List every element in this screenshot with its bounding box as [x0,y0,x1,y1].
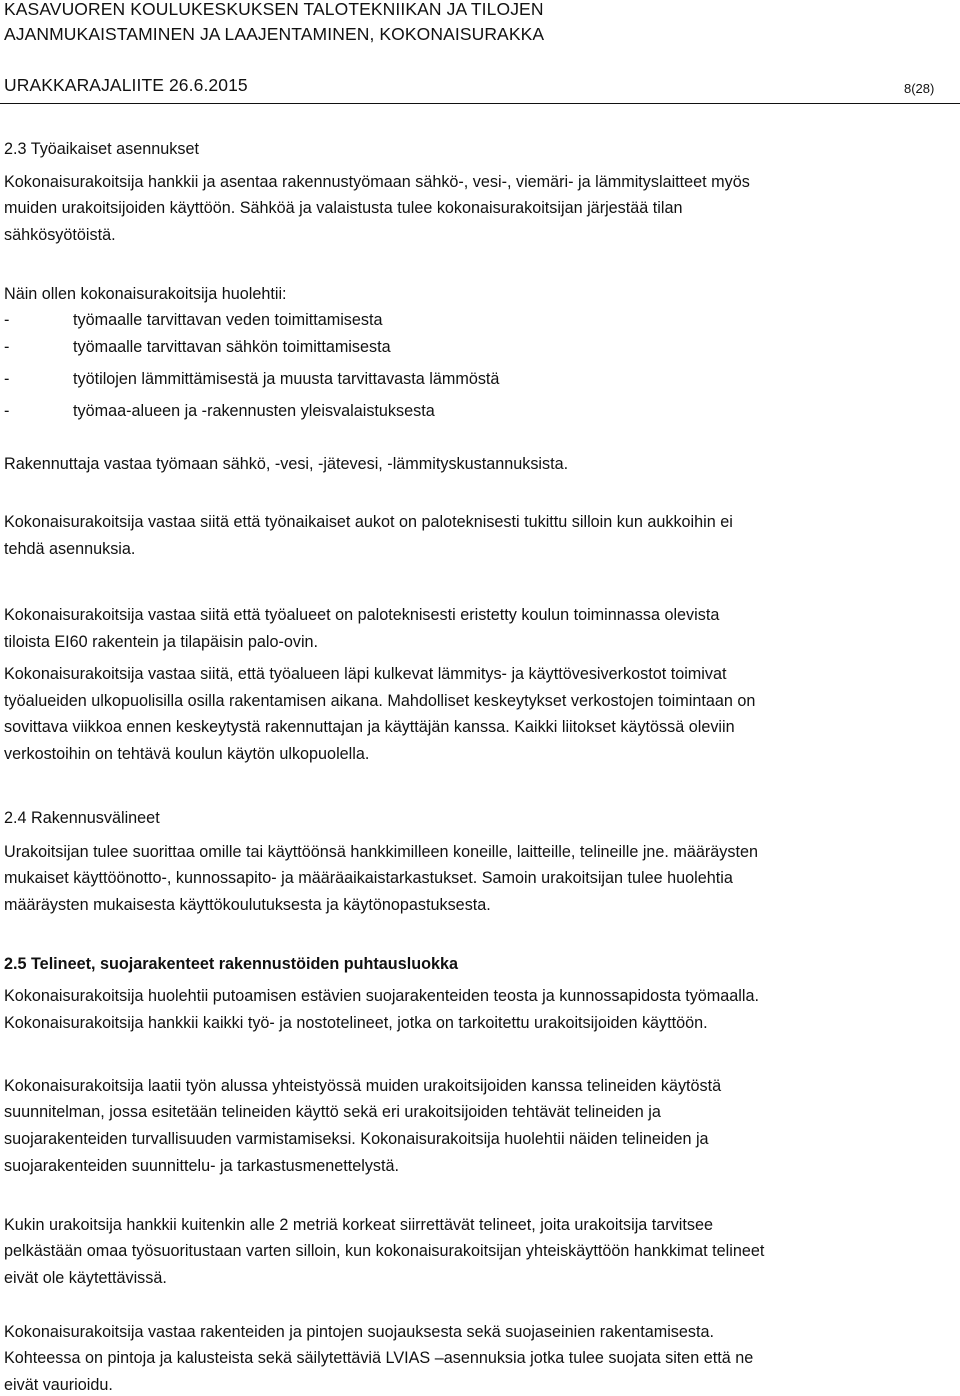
list-item [0,371,960,391]
paragraph-line: suojarakenteiden turvallisuuden varmistamiseksi. Kokonaisurakoitsija huolehtii näiden telineiden ja [4,1130,709,1148]
paragraph-line: Kohteessa on pintoja ja kalusteista sekä säilytettäviä LVIAS –asennuksia jotka tulee suojata siten että ne [4,1349,754,1367]
paragraph-line: Kokonaisurakoitsija huolehtii putoamisen estävien suojarakenteiden teosta ja kunnossapidosta työmaalla. [4,987,759,1005]
paragraph-line: mukaiset käyttöönotto-, kunnossapito- ja määräaikaistarkastukset. Samoin urakoitsijan tulee huolehtia [4,869,733,887]
list-item-text: työmaalle tarvittavan veden toimittamisesta [73,311,383,329]
header-divider [0,103,960,104]
list-dash: - [4,338,10,356]
paragraph-line: Kokonaisurakoitsija vastaa siitä että työalueet on paloteknisesti eristetty koulun toiminnassa olevista [4,606,720,624]
paragraph-line: sähkösyötöistä. [4,226,116,244]
paragraph-line: suunnitelman, jossa esitetään telineiden käyttö sekä eri urakoitsijoiden tehtävät telineiden ja [4,1103,661,1121]
header-title-line-2: AJANMUKAISTAMINEN JA LAAJENTAMINEN, KOKONAISURAKKA [4,24,545,44]
section-2-5-heading: 2.5 Telineet, suojarakenteet rakennustöiden puhtausluokka [4,955,458,973]
list-dash: - [4,311,10,329]
list-item-text: työmaalle tarvittavan sähkön toimittamisesta [73,338,391,356]
section-2-4-heading: 2.4 Rakennusvälineet [4,809,160,827]
paragraph-line: eivät vaurioidu. [4,1376,113,1394]
list-item [0,339,960,359]
paragraph-line: Kokonaisurakoitsija vastaa siitä että työnaikaiset aukot on paloteknisesti tukittu silloin kun aukkoihin ei [4,513,733,531]
page-number: 8(28) [904,81,935,96]
list-dash: - [4,402,10,420]
paragraph-line: sovittava viikkoa ennen keskeytystä rakennuttajan ja käyttäjän kanssa. Kaikki liitokset käytössä oleviin [4,718,735,736]
paragraph-line: verkostoihin on tehtävä koulun käytön ulkopuolella. [4,745,370,763]
paragraph-line: tehdä asennuksia. [4,540,136,558]
paragraph-line: työalueiden ulkopuolisilla osilla rakentamisen aikana. Mahdolliset keskeytykset verkostojen toimintaan on [4,692,756,710]
paragraph-line: Urakoitsijan tulee suorittaa omille tai käyttöönsä hankkimilleen koneille, laitteille, telineille jne. määräysten [4,843,758,861]
list-item-text: työmaa-alueen ja -rakennusten yleisvalaistuksesta [73,402,435,420]
paragraph-line: Kukin urakoitsija hankkii kuitenkin alle 2 metriä korkeat siirrettävät telineet, joita urakoitsija tarvitsee [4,1216,713,1234]
paragraph-line: tiloista EI60 rakentein ja tilapäisin palo-ovin. [4,633,319,651]
header-title-line-1: KASAVUOREN KOULUKESKUKSEN TALOTEKNIIKAN JA TILOJEN [4,0,544,19]
paragraph-line: Kokonaisurakoitsija vastaa rakenteiden ja pintojen suojauksesta sekä suojaseinien rakentamisesta. [4,1323,714,1341]
list-intro: Näin ollen kokonaisurakoitsija huolehtii: [4,285,287,303]
paragraph-line: eivät ole käytettävissä. [4,1269,167,1287]
paragraph-line: pelkästään omaa työsuoritustaan varten silloin, kun kokonaisurakoitsijan yhteiskäyttöön hankkimat telineet [4,1242,765,1260]
header-appendix-date: URAKKARAJALIITE 26.6.2015 [4,75,248,95]
section-2-3-heading: 2.3 Työaikaiset asennukset [4,140,199,158]
paragraph-line: Kokonaisurakoitsija hankkii kaikki työ- ja nostotelineet, jotka on tarkoitettu urakoitsijoiden käyttöön. [4,1014,708,1032]
paragraph-line: Kokonaisurakoitsija hankkii ja asentaa rakennustyömaan sähkö-, vesi-, viemäri- ja lämmityslaitteet myös [4,173,750,191]
paragraph-line: suojarakenteiden suunnittelu- ja tarkastusmenettelystä. [4,1157,400,1175]
list-dash: - [4,370,10,388]
paragraph-line: muiden urakoitsijoiden käyttöön. Sähköä ja valaistusta tulee kokonaisurakoitsijan järjestää tilan [4,199,683,217]
paragraph-line: Kokonaisurakoitsija vastaa siitä, että työalueen läpi kulkevat lämmitys- ja käyttövesiverkostot toimivat [4,665,727,683]
list-item [0,312,960,332]
paragraph-line: Kokonaisurakoitsija laatii työn alussa yhteistyössä muiden urakoitsijoiden kanssa telineiden käytöstä [4,1077,722,1095]
paragraph-line: määräysten mukaisesta käyttökoulutuksesta ja käytönopastuksesta. [4,896,491,914]
paragraph-line: Rakennuttaja vastaa työmaan sähkö, -vesi, -jätevesi, -lämmityskustannuksista. [4,455,569,473]
list-item [0,403,960,423]
list-item-text: työtilojen lämmittämisestä ja muusta tarvittavasta lämmöstä [73,370,500,388]
